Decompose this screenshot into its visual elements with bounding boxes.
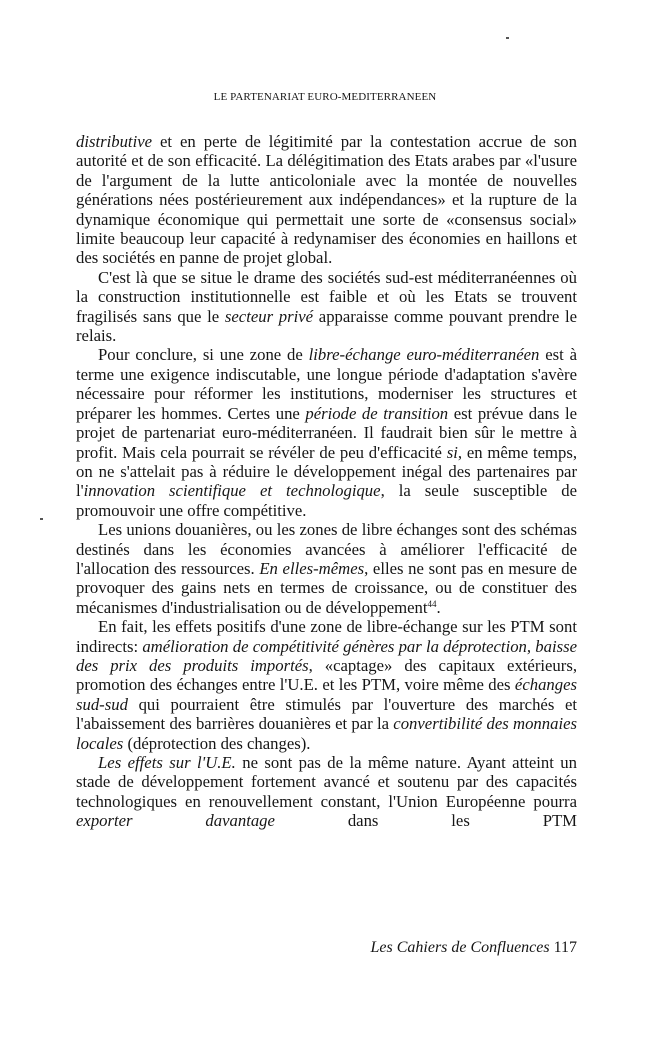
journal-title: Les Cahiers de Confluences — [370, 939, 550, 956]
italic-text: En elles-mêmes — [259, 558, 365, 578]
text-run: C'est là que se situe le drame des sociétés sud-est méditerranéennes où la construction institutionnelle est faible et où les Etats se trouvent fragilisés sans que le — [76, 267, 577, 326]
italic-text: innovation scientifique et technologique — [83, 481, 381, 501]
text-run: En fait, les effets positifs d'une zone de libre-échange sur les PTM sont indirects: — [76, 617, 577, 656]
paragraph — [76, 520, 577, 617]
italic-text: distributive — [76, 132, 153, 151]
italic-text: libre-échange euro-méditerranéen — [308, 345, 540, 365]
italic-text: secteur privé — [224, 306, 314, 326]
text-run: ne sont pas de la même nature. Ayant atteint un stade de développement fortement avancé et soutenu par des capacités technologiques en renouvellement constant, l'Union Européenne pourra — [76, 753, 577, 811]
text-run: , en même temps, on ne s'attelait pas à réduire le développement inégal des partenaires par l' — [76, 442, 578, 501]
page-footer — [371, 939, 578, 957]
italic-text: période de transition — [305, 403, 449, 423]
italic-text: exporter davantage — [76, 811, 275, 831]
paragraph — [76, 753, 577, 831]
text-run: et en perte de légitimité par la contestation accrue de son autorité et de son efficacité. La délégitimation des Etats arabes par «l'usure de l'argument de la lutte anticoloniale avec la montée de nouvelles générations nées postérieurement aux indépendances» et la rupture de la dynamique économique qui permettait une sorte de «consensus social» limite beaucoup leur capacité à redynamiser des économies en haillons et des sociétés en panne de projet global. — [76, 132, 577, 268]
scan-speck — [506, 37, 509, 39]
italic-text: convertibilité des monnaies locales — [76, 714, 577, 753]
text-run: , la seule susceptible de promouvoir une offre compétitive. — [76, 481, 577, 520]
text-run: . — [436, 597, 441, 617]
paragraph — [76, 132, 577, 268]
running-header: LE PARTENARIAT EURO-MEDITERRANEEN — [213, 91, 437, 103]
footnote-ref: 44 — [427, 598, 437, 609]
italic-text: amélioration de compétitivité génères par la déprotection, baisse des prix des produits importés — [76, 636, 577, 675]
page-number: 117 — [553, 939, 577, 956]
text-run: apparaisse comme pouvant prendre le relais. — [76, 306, 577, 346]
text-run: dans les PTM — [274, 811, 578, 831]
paragraph — [76, 345, 577, 520]
text-run: est à terme une exigence indiscutable, une longue période d'adaptation s'avère nécessaire pour réformer les institutions, moderniser les structures et préparer les hommes. Certes une — [76, 345, 577, 423]
text-run: Pour conclure, si une zone de — [98, 345, 309, 365]
text-run: qui pourraient être stimulés par l'ouverture des marchés et l'abaissement des barrières douanières et par la — [76, 694, 577, 734]
text-run: est prévue dans le projet de partenariat euro-méditerranéen. Il faudrait bien sûr le mettre à profit. Mais cela pourrait se révéler de peu d'efficacité — [76, 403, 577, 462]
italic-text: échanges sud-sud — [76, 675, 577, 714]
text-run: (déprotection des changes). — [123, 733, 311, 753]
paragraph — [76, 268, 577, 346]
italic-text: si — [446, 442, 458, 462]
paragraph — [76, 617, 577, 753]
text-run: , elles ne sont pas en mesure de provoquer des gains nets en termes de croissance, ou de constituer des mécanismes d'industrialisation ou de développement — [76, 558, 577, 617]
text-run: Les unions douanières, ou les zones de libre échanges sont des schémas destinés dans les économies avancées à améliorer l'efficacité de l'allocation des ressources. — [76, 520, 577, 578]
italic-text: Les effets sur l'U.E. — [98, 753, 236, 772]
text-run: , «captage» des capitaux extérieurs, promotion des échanges entre l'U.E. et les PTM, voire même des — [76, 655, 577, 695]
body-text — [76, 132, 577, 831]
scan-speck — [40, 518, 43, 520]
